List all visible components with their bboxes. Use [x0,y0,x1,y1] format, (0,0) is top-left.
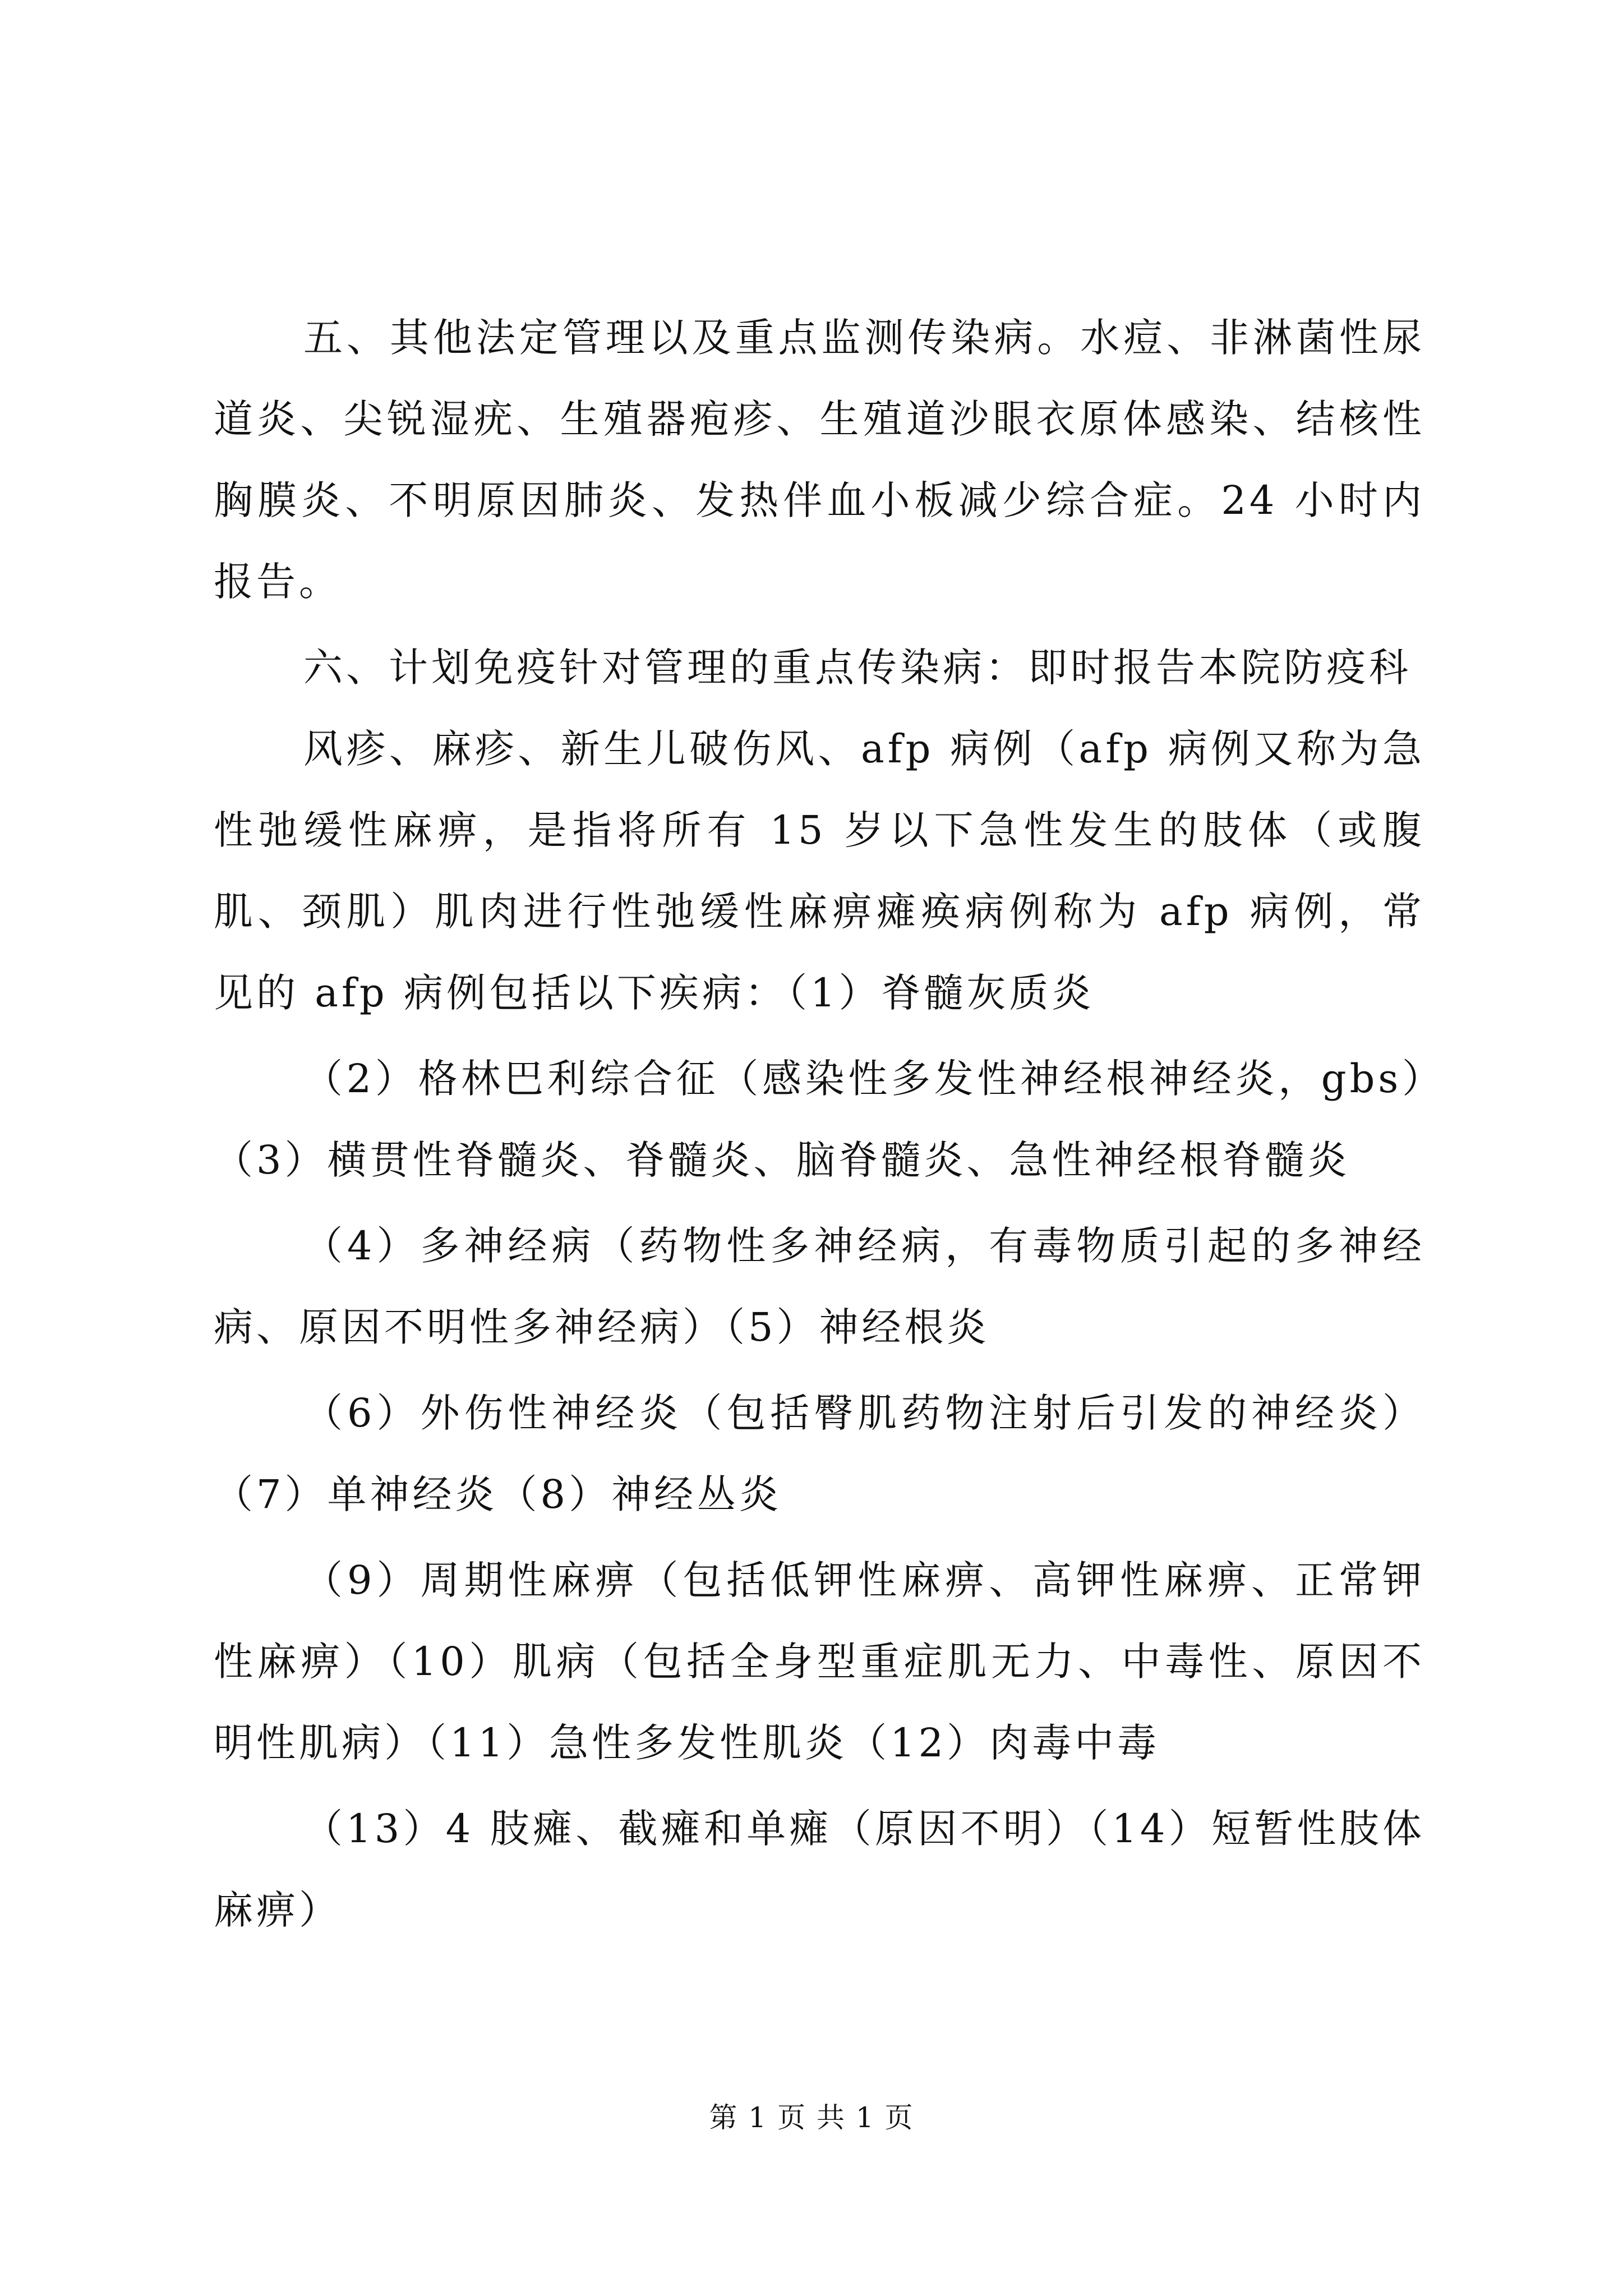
paragraph-afp-list-6-8: （6）外伤性神经炎（包括臀肌药物注射后引发的神经炎）（7）单神经炎（8）神经丛炎 [214,1390,1425,1517]
paragraph-afp-list-13-14: （13）4 肢瘫、截瘫和单瘫（原因不明）（14）短暂性肢体麻痹） [214,1806,1425,1933]
paragraph-afp-definition: 风疹、麻疹、新生儿破伤风、afp 病例（afp 病例又称为急性弛缓性麻痹，是指将所有 15 岁以下急性发生的肢体（或腹肌、颈肌）肌肉进行性弛缓性麻痹瘫痪病例称为 afp 病例，常见的 afp 病例包括以下疾病：（1）脊髓灰质炎 [214,726,1425,1016]
page-footer: 第 1 页 共 1 页 [709,2101,914,2134]
paragraph-immunization-diseases: 六、计划免疫针对管理的重点传染病：即时报告本院防疫科 [303,645,1412,691]
paragraph-afp-list-9-12: （9）周期性麻痹（包括低钾性麻痹、高钾性麻痹、正常钾性麻痹）（10）肌病（包括全身型重症肌无力、中毒性、原因不明性肌病）（11）急性多发性肌炎（12）肉毒中毒 [214,1557,1425,1766]
paragraph-notifiable-diseases: 五、其他法定管理以及重点监测传染病。水痘、非淋菌性尿道炎、尖锐湿疣、生殖器疱疹、生殖道沙眼衣原体感染、结核性胸膜炎、不明原因肺炎、发热伴血小板减少综合症。24 小时内报告。 [214,315,1425,605]
document-body [214,297,1425,1951]
paragraph-afp-list-4-5: （4）多神经病（药物性多神经病，有毒物质引起的多神经病、原因不明性多神经病）（5）神经根炎 [214,1223,1425,1350]
paragraph-afp-list-2-3: （2）格林巴利综合征（感染性多发性神经根神经炎，gbs）（3）横贯性脊髓炎、脊髓炎、脑脊髓炎、急性神经根脊髓炎 [214,1056,1425,1183]
